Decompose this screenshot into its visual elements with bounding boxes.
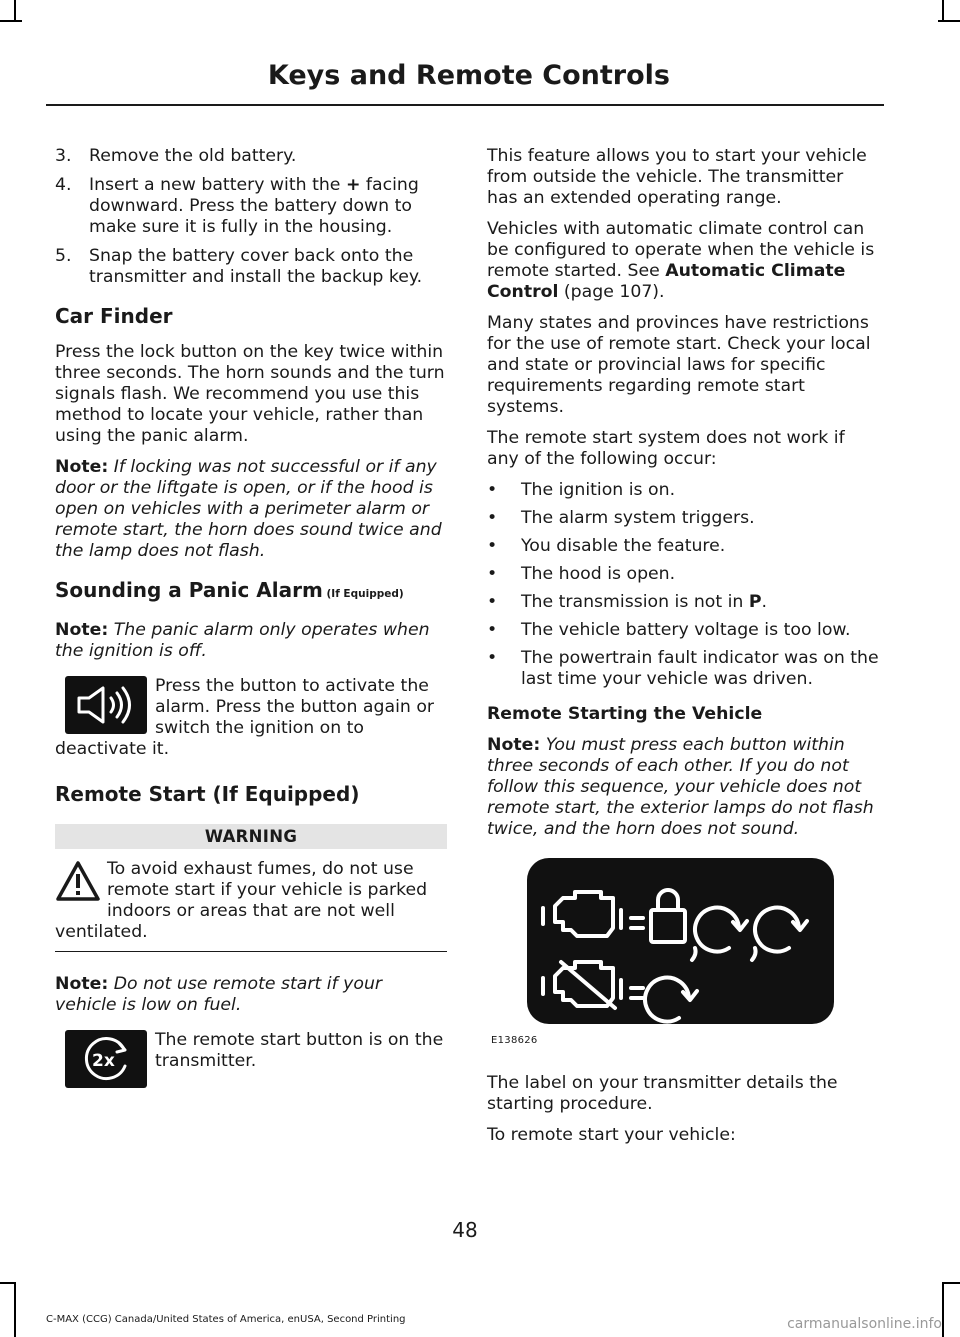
- bullet: •: [487, 620, 498, 640]
- note-label: Note:: [55, 457, 109, 477]
- step-text: Remove the old battery.: [89, 146, 297, 166]
- bullet: •: [487, 480, 498, 500]
- park-gear-label: P: [748, 592, 762, 612]
- climate-control-paragraph: [487, 219, 879, 303]
- step-item: [55, 175, 447, 238]
- remote-start-heading: Remote Start (If Equipped): [55, 782, 360, 806]
- crop-mark: [14, 1282, 16, 1337]
- list-item-text: .: [761, 592, 768, 612]
- bullet: •: [487, 564, 498, 584]
- list-item-text: The ignition is on.: [521, 480, 676, 500]
- list-item-text: The vehicle battery voltage is too low.: [521, 620, 851, 640]
- rotate-arrow-icon: [695, 908, 747, 952]
- note-text: The panic alarm only operates when the ignition is off.: [55, 620, 430, 661]
- crop-mark: [942, 1282, 960, 1284]
- panic-instructions: [55, 676, 447, 760]
- car-finder-heading: Car Finder: [55, 304, 173, 328]
- page-title: Keys and Remote Controls: [267, 60, 670, 91]
- remote-start-note: [55, 974, 447, 1016]
- conditions-intro: The remote start system does not work if any of the following occur:: [487, 428, 845, 469]
- step-number: 5.: [55, 246, 72, 266]
- list-item-text: The alarm system triggers.: [521, 508, 755, 528]
- header-divider: [46, 104, 884, 106]
- crop-mark: [938, 20, 960, 22]
- crop-mark: [0, 20, 22, 22]
- crop-mark: [14, 0, 16, 22]
- panic-alarm-heading: [55, 578, 447, 606]
- label-description: The label on your transmitter details the starting procedure.: [487, 1073, 838, 1114]
- note-text: You must press each button within three seconds of each other. If you do not follow this sequence, your vehicle does not remote start, the exterior lamps do not flash twice, and the horn does not sound.: [487, 735, 874, 839]
- list-item-text: The transmission is not in: [521, 592, 749, 612]
- panic-note: [55, 620, 447, 662]
- climate-text: Vehicles with automatic climate control can be configured to operate when the vehicle is remote started. See: [487, 219, 875, 281]
- note-text: Do not use remote start if your vehicle is low on fuel.: [55, 974, 383, 1015]
- panic-heading-qualifier: (If Equipped): [322, 588, 404, 600]
- conditions-list: [487, 480, 879, 690]
- car-finder-note: [55, 457, 447, 562]
- step-text: Insert a new battery with the: [89, 175, 346, 195]
- list-item: [487, 620, 879, 641]
- step-text: Snap the battery cover back onto the transmitter and install the backup key.: [89, 246, 423, 287]
- two-x-label: 2x: [92, 1051, 115, 1071]
- climate-control-link[interactable]: Automatic Climate Control: [487, 261, 846, 302]
- crop-mark: [942, 1282, 944, 1337]
- bullet: •: [487, 536, 498, 556]
- note-text: If locking was not successful or if any door or the liftgate is open, or if the hood is open on vehicles with a perimeter alarm or remote start, the horn does sound twice and the lamp does not flash.: [55, 457, 442, 561]
- panic-heading-text: Sounding a Panic Alarm: [55, 578, 323, 602]
- remote-start-button-info: [55, 1030, 447, 1090]
- restrictions-paragraph: Many states and provinces have restrictions for the use of remote start. Check your local and state or provincial laws for specific requirements regarding remote start systems.: [487, 313, 871, 417]
- list-item-text: The powertrain fault indicator was on the last time your vehicle was driven.: [521, 648, 879, 689]
- note-label: Note:: [487, 735, 541, 755]
- note-label: Note:: [55, 974, 109, 994]
- step-item: [55, 146, 447, 167]
- engine-icon: [543, 892, 621, 936]
- page-number: 48: [452, 1218, 478, 1242]
- warning-text: To avoid exhaust fumes, do not use remote start if your vehicle is parked indoors or areas that are not well ventilated.: [55, 859, 428, 942]
- lock-icon: [651, 890, 685, 942]
- bullet: •: [487, 508, 498, 528]
- note-label: Note:: [55, 620, 109, 640]
- step-number: 3.: [55, 146, 72, 166]
- rotate-arrow-icon: [755, 908, 807, 952]
- list-item: [487, 564, 879, 585]
- plus-symbol: +: [345, 175, 361, 195]
- right-column: [487, 146, 879, 1156]
- footer-text: C-MAX (CCG) Canada/United States of America, enUSA, Second Printing: [46, 1314, 406, 1325]
- remote-starting-note: [487, 735, 879, 840]
- warning-triangle-icon: [55, 859, 101, 905]
- step-number: 4.: [55, 175, 72, 195]
- bullet: •: [487, 592, 498, 612]
- crop-mark: [0, 1282, 16, 1284]
- page-reference: (page 107).: [558, 282, 665, 302]
- procedure-intro: To remote start your vehicle:: [487, 1125, 736, 1145]
- warning-box: [55, 859, 447, 952]
- list-item: [487, 480, 879, 501]
- panic-body: Press the button to activate the alarm. Press the button again or switch the ignition on to deactivate it.: [55, 676, 434, 759]
- remote-starting-heading: Remote Starting the Vehicle: [487, 704, 763, 724]
- list-item: [487, 592, 879, 613]
- step-item: [55, 246, 447, 288]
- list-item: [487, 536, 879, 557]
- list-item-text: You disable the feature.: [521, 536, 726, 556]
- remote-start-intro: This feature allows you to start your vehicle from outside the vehicle. The transmitter has an extended operating range.: [487, 146, 867, 208]
- car-finder-body: Press the lock button on the key twice within three seconds. The horn sounds and the turn signals flash. We recommend you use this method to locate your vehicle, rather than using the panic alarm.: [55, 342, 445, 446]
- step-text: facing downward. Press the battery down to make sure it is fully in the housing.: [89, 175, 419, 237]
- watermark: carmanualsonline.info: [787, 1316, 942, 1332]
- transmitter-label-diagram: [527, 858, 834, 1024]
- list-item: [487, 508, 879, 529]
- bullet: •: [487, 648, 498, 668]
- crop-mark: [942, 0, 944, 22]
- engine-crossed-icon: [543, 962, 621, 1008]
- panic-horn-icon: [65, 676, 147, 734]
- remote-start-2x-icon: [65, 1030, 147, 1088]
- rotate-arrow-icon: [645, 978, 697, 1022]
- warning-title: WARNING: [55, 824, 447, 849]
- remote-start-button-text: The remote start button is on the transmitter.: [155, 1030, 444, 1071]
- figure-id: E138626: [491, 1035, 538, 1046]
- list-item-text: The hood is open.: [521, 564, 676, 584]
- list-item: [487, 648, 879, 690]
- left-column: [55, 146, 447, 1102]
